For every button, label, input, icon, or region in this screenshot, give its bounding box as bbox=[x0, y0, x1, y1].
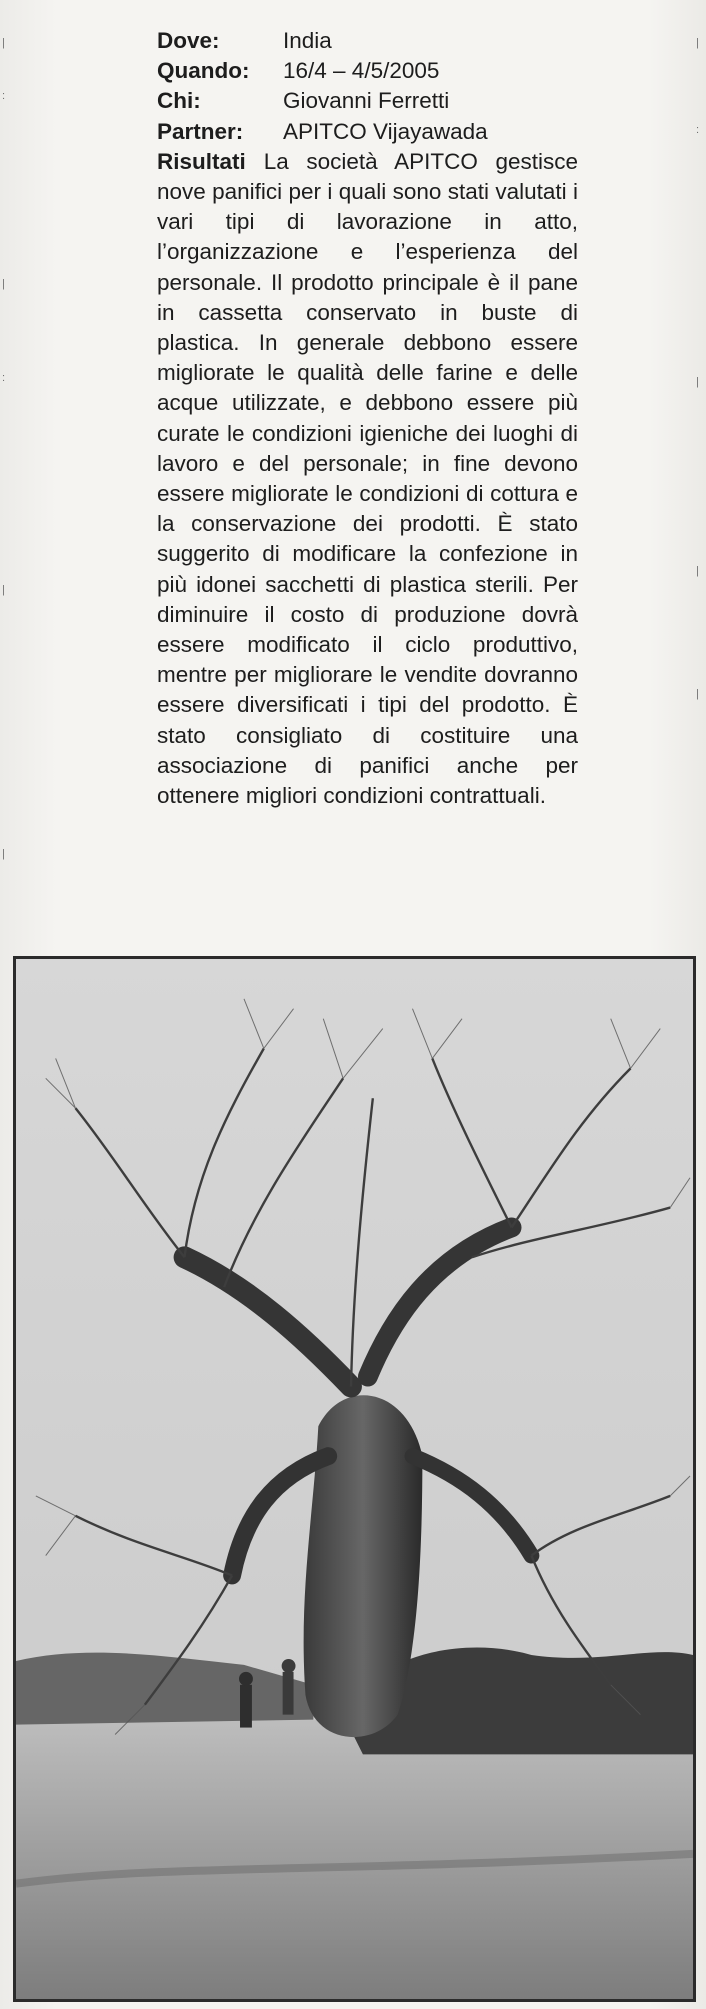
meta-value: APITCO Vijayawada bbox=[283, 118, 488, 144]
baobab-photo bbox=[13, 956, 696, 2002]
scan-mark: | bbox=[696, 376, 699, 388]
scan-mark: | bbox=[696, 565, 699, 577]
results-paragraph bbox=[157, 147, 578, 811]
report-text-block bbox=[157, 26, 578, 811]
scan-mark: | bbox=[2, 848, 5, 860]
meta-label: Partner: bbox=[157, 118, 244, 144]
scan-mark: | bbox=[2, 278, 5, 290]
meta-label: Dove: bbox=[157, 28, 220, 53]
scan-mark: : bbox=[2, 90, 6, 102]
meta-value: Giovanni Ferretti bbox=[283, 88, 450, 114]
meta-row-person bbox=[157, 86, 578, 116]
meta-label: Chi: bbox=[157, 88, 201, 114]
scan-mark: | bbox=[2, 584, 5, 596]
scan-mark: : bbox=[696, 124, 700, 136]
meta-value: India bbox=[283, 28, 332, 53]
scan-mark: | bbox=[696, 37, 699, 49]
meta-row-date bbox=[157, 56, 578, 86]
results-text: La società APITCO gestisce nove panifici per i quali sono stati valutati i vari tipi di lavorazione in atto, l’organizzazione e l’esperienza del personale. Il prodotto principale è il pane in cassetta conservato in buste di plastica. In generale debbono essere migliorate le qualità delle farine e delle acque utilizzate, e debbono essere più curate le condizioni igieniche dei luoghi di lavoro e del personale; in fine devono essere migliorate le condizioni di cottura e la conservazione dei prodotti. È stato suggerito di modificare la confezione in più idonei sacchetti di plastica sterili. Per diminuire il costo di produzione dovrà essere modificato il ciclo produttivo, mentre per migliorare le vendite dovranno essere diversificati i tipi del prodotto. È stato consigliato di costituire una associazione di panifici anche per ottenere migliori condizioni contrattuali. bbox=[157, 148, 578, 809]
scan-mark: : bbox=[2, 372, 6, 384]
meta-row-location bbox=[157, 26, 578, 56]
meta-value: 16/4 – 4/5/2005 bbox=[283, 58, 440, 84]
results-label: Risultati bbox=[157, 148, 246, 174]
meta-label: Quando: bbox=[157, 58, 250, 84]
scan-mark: | bbox=[2, 37, 5, 49]
scan-mark: | bbox=[696, 688, 699, 700]
meta-row-partner bbox=[157, 117, 578, 147]
baobab-photo-image bbox=[16, 959, 693, 1999]
